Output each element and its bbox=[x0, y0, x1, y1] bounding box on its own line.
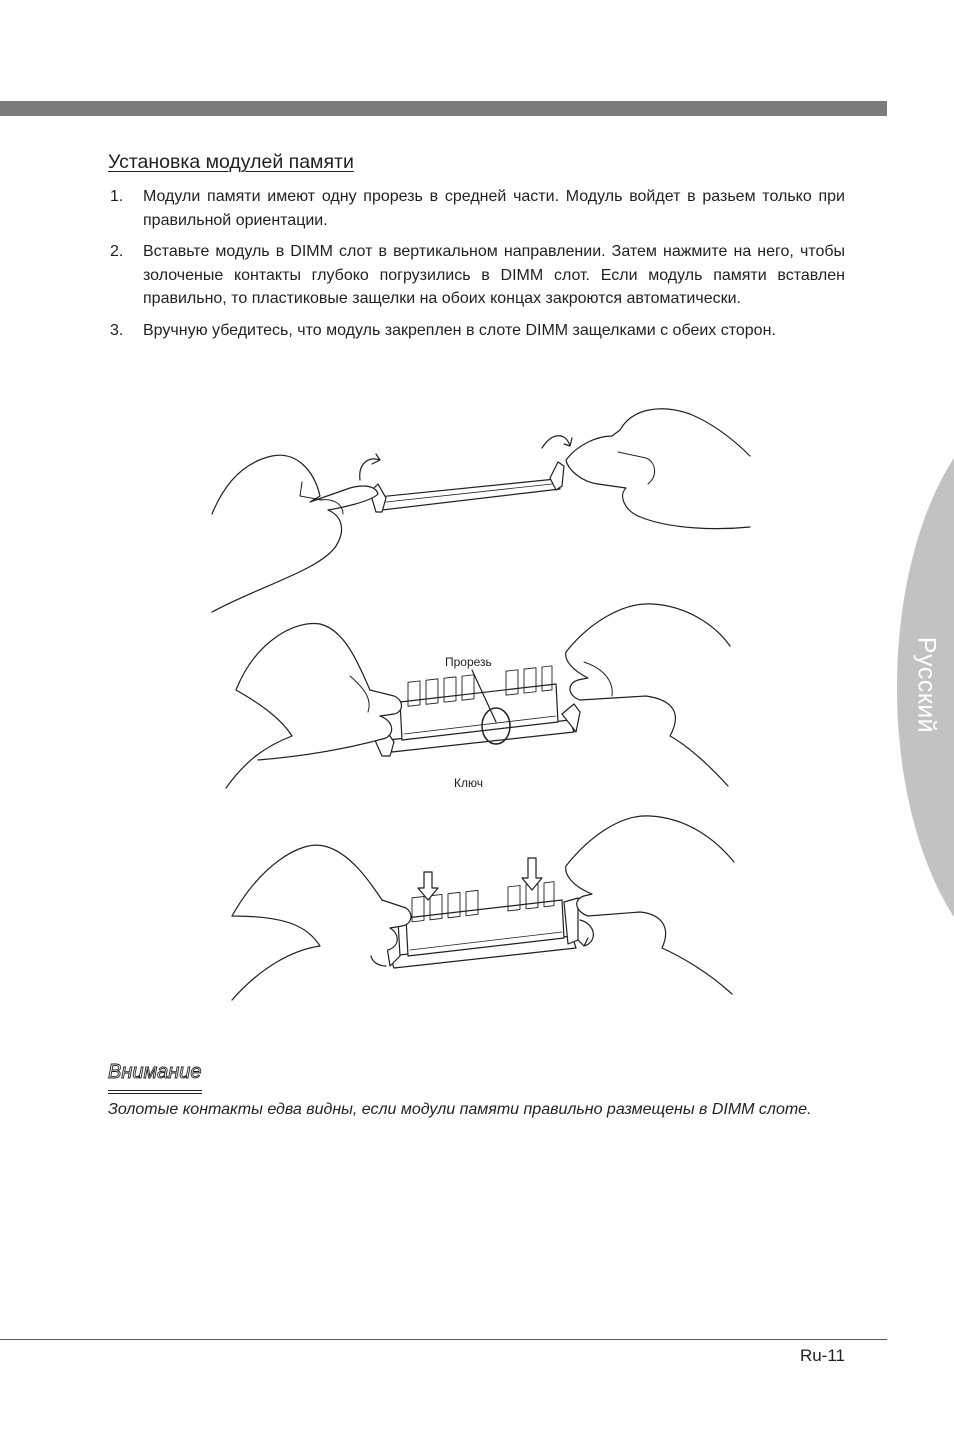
step-item bbox=[108, 319, 845, 343]
note-title: Внимание bbox=[108, 1061, 202, 1091]
header-bar bbox=[0, 101, 887, 116]
left-hand bbox=[212, 455, 378, 612]
key-label: Ключ bbox=[454, 776, 483, 790]
right-hand bbox=[566, 816, 734, 994]
footer-rule bbox=[0, 1339, 887, 1340]
step-text: Модули памяти имеют одну прорезь в средней части. Модуль войдет в разьем только при правильной ориентации. bbox=[143, 188, 845, 229]
curved-arrow-right bbox=[542, 436, 572, 448]
panel-press-down bbox=[232, 816, 734, 1000]
right-hand bbox=[566, 604, 730, 786]
installation-steps bbox=[108, 185, 845, 350]
section-title: Установка модулей памяти bbox=[108, 151, 354, 173]
step-number: 2. bbox=[110, 243, 124, 260]
curved-arrow-right bbox=[578, 920, 593, 946]
down-arrow-left bbox=[418, 872, 438, 900]
dimm-slot bbox=[378, 479, 560, 510]
step-text: Вручную убедитесь, что модуль закреплен в слоте DIMM защелками с обеих сторон. bbox=[143, 321, 776, 339]
panel-open-latches bbox=[212, 409, 750, 612]
notch-label: Прорезь bbox=[445, 655, 492, 669]
curved-arrow-left bbox=[360, 454, 380, 480]
page-number: Ru-11 bbox=[799, 1346, 845, 1365]
language-tab-label: Русский bbox=[912, 636, 941, 734]
step-number: 3. bbox=[110, 321, 124, 339]
memory-installation-illustration bbox=[200, 400, 760, 1015]
step-item bbox=[108, 240, 845, 311]
note-text: Золотые контакты едва видны, если модули памяти правильно размещены в DIMM слоте. bbox=[108, 1101, 812, 1118]
left-hand bbox=[232, 845, 411, 1000]
step-number: 1. bbox=[110, 188, 124, 205]
down-arrow-right bbox=[522, 858, 542, 890]
left-hand bbox=[226, 624, 402, 788]
step-item bbox=[108, 185, 845, 232]
panel-align-module bbox=[226, 604, 730, 788]
right-hand bbox=[566, 409, 750, 529]
step-text: Вставьте модуль в DIMM слот в вертикальном направлении. Затем нажмите на него, чтобы золоченые контакты глубоко погрузились в DIMM слот. Если модуль памяти вставлен правильно, то пластиковые защелки на обоих концах закроются автоматически. bbox=[143, 243, 845, 307]
